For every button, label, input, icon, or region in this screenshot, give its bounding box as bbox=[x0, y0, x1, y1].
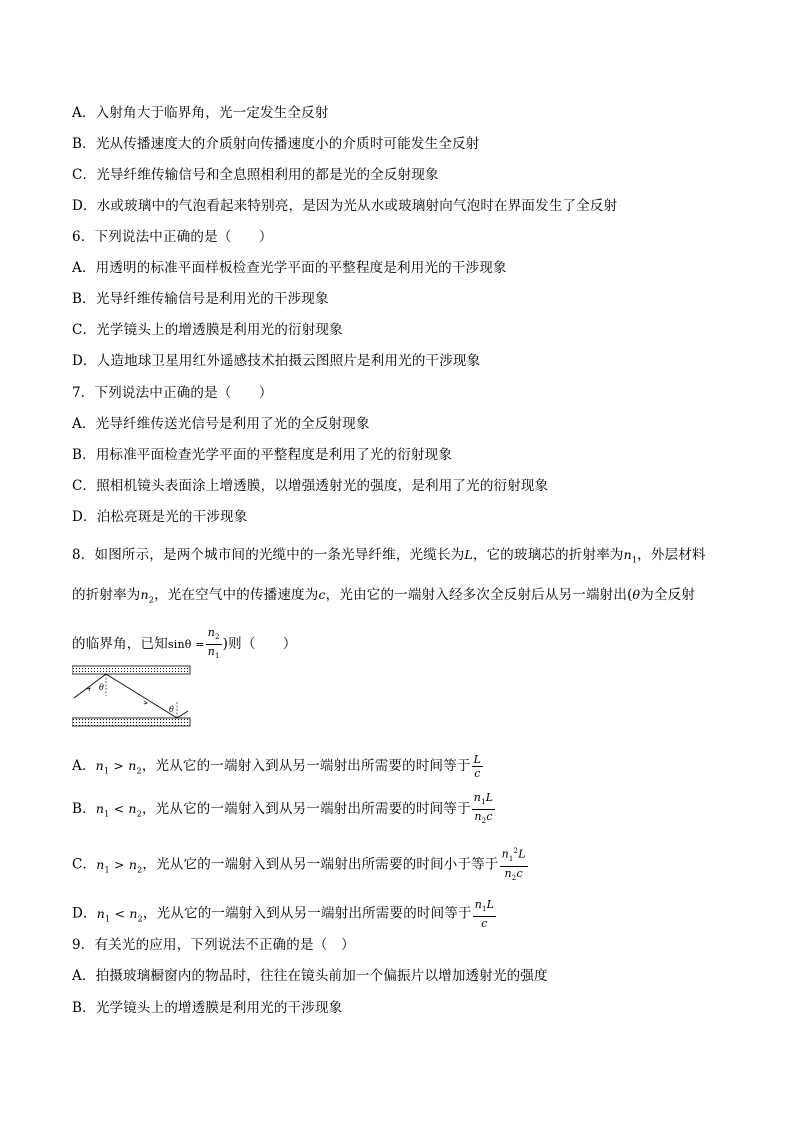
time-fraction-b: $\frac{n_1L}{n_2c}$ bbox=[473, 791, 494, 826]
sin-theta-fraction: $\frac{n_2}{n_1}$ bbox=[207, 626, 220, 661]
q7-option-d: D．泊松亮斑是光的干涉现象 bbox=[72, 509, 248, 525]
q8-option-c: C．$n_1 > n_2$，光从它的一端射入到从另一端射出所需要的时间小于等于 $\frac{n_1^2L}{n_2c}$ bbox=[72, 845, 529, 885]
q6-option-c: C．光学镜头上的增透膜是利用光的衍射现象 bbox=[72, 322, 343, 338]
q5-option-d: D．水或玻璃中的气泡看起来特别亮，是因为光从水或玻璃射向气泡时在界面发生了全反射 bbox=[72, 198, 618, 214]
q8-line-1: 8．如图所示，是两个城市间的光缆中的一条光导纤维，光缆长为L，它的玻璃芯的折射率为$n_1$，外层材料 bbox=[72, 547, 706, 565]
q6-stem: 6．下列说法中正确的是（ ） bbox=[72, 229, 273, 245]
q6-option-b: B．光导纤维传输信号是利用光的干涉现象 bbox=[72, 291, 329, 307]
q7-option-a: A．光导纤维传送光信号是利用了光的全反射现象 bbox=[72, 416, 370, 432]
q8-line-3: 的临界角，已知sinθ = $\frac{n_2}{n_1}$ )则（ ） bbox=[72, 626, 297, 663]
ray-arrow-2 bbox=[144, 701, 147, 704]
q9-option-b: B．光学镜头上的增透膜是利用光的干涉现象 bbox=[72, 1000, 343, 1016]
q8-option-b: B．$n_1 < n_2$，光从它的一端射入到从另一端射出所需要的时间等于 $\frac{n_1L}{n_2c}$ bbox=[72, 791, 496, 828]
q5-option-b: B．光从传播速度大的介质射向传播速度小的介质时可能发生全反射 bbox=[72, 136, 480, 152]
q8-option-d: D．$n_1 < n_2$，光从它的一端射入到从另一端射出所需要的时间等于 $\frac{n_1L}{c}$ bbox=[72, 898, 495, 931]
fiber-top-cladding bbox=[72, 666, 190, 674]
q9-option-a: A．拍摄玻璃橱窗内的物品时，往往在镜头前加一个偏振片以增加透射光的强度 bbox=[72, 968, 548, 984]
q6-option-d: D．人造地球卫星用红外遥感技术拍摄云图照片是利用光的干涉现象 bbox=[72, 353, 481, 369]
q6-option-a: A．用透明的标准平面样板检查光学平面的平整程度是利用光的干涉现象 bbox=[72, 260, 507, 276]
q8-option-a: A．$n_1 > n_2$，光从它的一端射入到从另一端射出所需要的时间等于 $\frac{L}{c}$ bbox=[72, 753, 482, 780]
theta-label-top: θ bbox=[99, 683, 104, 692]
q8-line-2: 的折射率为$n_2$，光在空气中的传播速度为c，光由它的一端射入经多次全反射后从另一端射出(θ为全反射 bbox=[72, 587, 696, 605]
time-fraction-c: $\frac{n_1^2L}{n_2c}$ bbox=[501, 847, 526, 883]
q5-option-a: A．入射角大于临界角，光一定发生全反射 bbox=[72, 105, 329, 121]
q5-option-c: C．光导纤维传输信号和全息照相利用的都是光的全反射现象 bbox=[72, 167, 439, 183]
fiber-bottom-cladding bbox=[72, 718, 190, 726]
time-fraction-a: $\frac{L}{c}$ bbox=[473, 753, 482, 780]
time-fraction-d: $\frac{n_1L}{c}$ bbox=[474, 898, 495, 931]
q7-option-b: B．用标准平面检查光学平面的平整程度是利用了光的衍射现象 bbox=[72, 447, 453, 463]
optical-fiber-diagram bbox=[72, 664, 196, 728]
q9-stem: 9．有关光的应用，下列说法不正确的是（ ） bbox=[72, 937, 355, 953]
theta-label-bottom: θ bbox=[169, 705, 174, 714]
q7-option-c: C．照相机镜头表面涂上增透膜，以增强透射光的强度，是利用了光的衍射现象 bbox=[72, 478, 549, 494]
q7-stem: 7．下列说法中正确的是（ ） bbox=[72, 385, 273, 401]
